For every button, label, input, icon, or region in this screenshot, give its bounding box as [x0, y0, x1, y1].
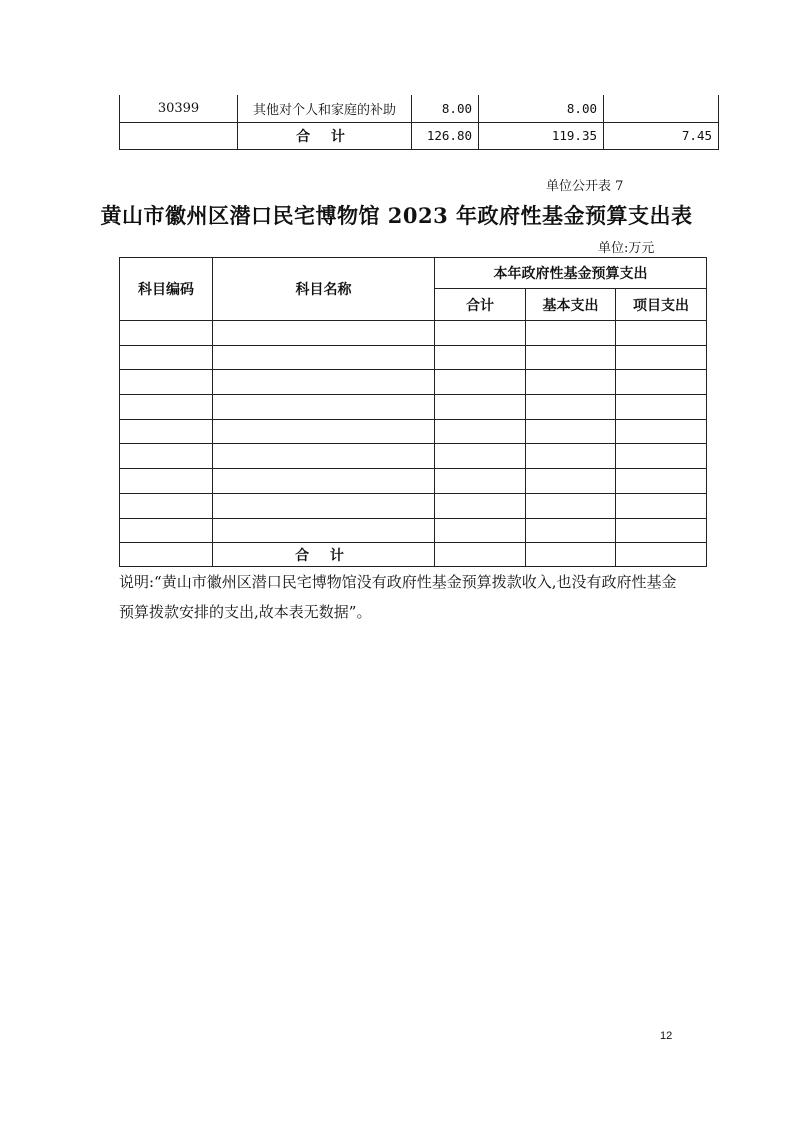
- page-title: 黄山市徽州区潜口民宅博物馆 2023 年政府性基金预算支出表: [100, 203, 693, 228]
- subject-code-cell: 30399: [120, 95, 238, 122]
- header-subject-name: 科目名称: [213, 258, 435, 321]
- header-total: 合计: [435, 289, 526, 321]
- subject-code-cell: [120, 122, 238, 149]
- total-label-cell: 合 计: [213, 543, 435, 567]
- table-row: [120, 419, 707, 444]
- project-cell: [604, 95, 719, 122]
- total-cell: 126.80: [412, 122, 479, 149]
- table-row: [120, 518, 707, 543]
- government-fund-expenditure-table: [119, 257, 707, 567]
- page-number: 12: [660, 1030, 673, 1042]
- project-cell: 7.45: [604, 122, 719, 149]
- header-row: [120, 258, 707, 289]
- table-total-row: [120, 543, 707, 567]
- table-total-row: [120, 122, 719, 149]
- basic-cell: 119.35: [479, 122, 604, 149]
- header-basic: 基本支出: [526, 289, 616, 321]
- table-row: [120, 469, 707, 494]
- table-number-label: 单位公开表 7: [546, 179, 624, 194]
- total-label-cell: 合 计: [238, 122, 412, 149]
- table-row: [120, 321, 707, 346]
- explanation-note: 说明:“黄山市徽州区潜口民宅博物馆没有政府性基金预算拨款收入,也没有政府性基金预算拨款安排的支出,故本表无数据”。: [119, 573, 677, 621]
- table-row: [120, 345, 707, 370]
- table-row: [120, 95, 719, 122]
- unit-label: 单位:万元: [598, 241, 655, 256]
- header-project: 项目支出: [616, 289, 707, 321]
- total-cell: 8.00: [412, 95, 479, 122]
- table-row: [120, 370, 707, 395]
- subject-name-cell: 其他对个人和家庭的补助: [238, 95, 412, 122]
- header-subject-code: 科目编码: [120, 258, 213, 321]
- continued-expenditure-table: [119, 95, 719, 150]
- table-row: [120, 444, 707, 469]
- header-group-expenditure: 本年政府性基金预算支出: [435, 258, 707, 289]
- table-row: [120, 395, 707, 420]
- basic-cell: 8.00: [479, 95, 604, 122]
- table-row: [120, 493, 707, 518]
